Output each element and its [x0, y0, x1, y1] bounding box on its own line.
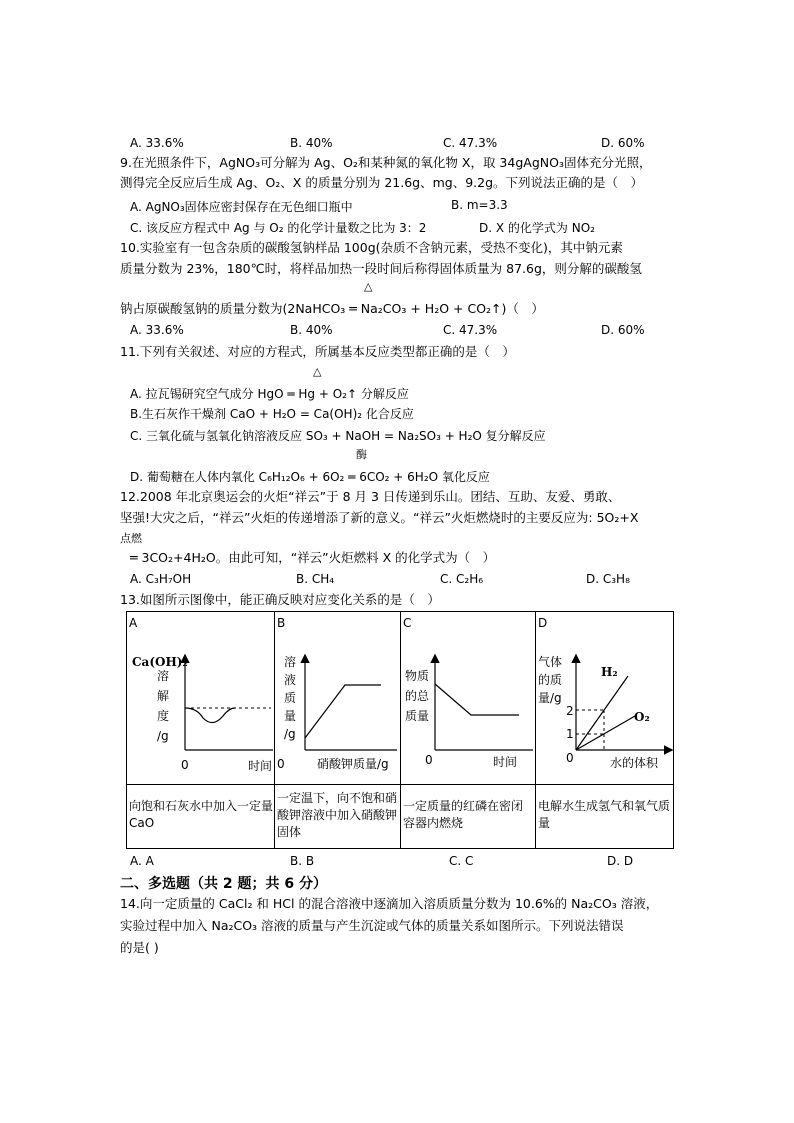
graph-c-origin: 0 [425, 753, 433, 767]
graph-d-o2-label: O₂ [634, 710, 650, 724]
graph-d-ylabel-3: 量/g [538, 691, 562, 705]
q11-option-c: C. 三氧化硫与氢氧化钠溶液反应 SO₃ + NaOH = Na₂SO₃ + H₂O 复分解反应 [130, 429, 546, 443]
q12-option-a: A. C₃H₇OH [130, 572, 192, 586]
graph-a-ylabel-2: 解 [157, 689, 170, 703]
q12-stem-line1: 12.2008 年北京奥运会的火炬“祥云”于 8 月 3 日传递到乐山。团结、互助、友爱、勇敢、 [120, 489, 621, 504]
table-divider [127, 784, 673, 785]
q8-option-d: D. 60% [601, 136, 645, 150]
graph-b-ylabel-4: 量 [284, 709, 297, 723]
heat-symbol: △ [364, 280, 373, 293]
graph-b-ylabel-5: /g [284, 727, 296, 741]
q12-option-d: D. C₃H₈ [586, 572, 630, 586]
graph-d-h2-label: H₂ [601, 665, 618, 679]
graph-c-ylabel-3: 质量 [405, 709, 430, 723]
graph-b-xlabel: 硝酸钾质量/g [317, 757, 389, 771]
q8-option-a: A. 33.6% [130, 136, 184, 150]
q13-option-d: D. D [607, 854, 634, 868]
col-header-d: D [538, 616, 548, 630]
q10-option-d: D. 60% [601, 323, 645, 337]
heat-symbol: △ [313, 365, 322, 378]
graph-d-o2-line [576, 716, 635, 750]
q10-stem-line3: 钠占原碳酸氢钠的质量分数为(2NaHCO₃ ═ Na₂CO₃ + H₂O + CO₂↑)（ ） [120, 301, 544, 316]
q12-stem-line2: 坚强!大灾之后，“祥云”火炬的传递增添了新的意义。“祥云”火炬燃烧时的主要反应为: 5O₂+X [120, 510, 639, 525]
graph-b-ylabel-3: 质 [284, 691, 297, 705]
q12-option-c: C. C₂H₆ [440, 572, 484, 586]
q13-option-b: B. B [290, 854, 315, 868]
q12-stem-line3: ═ 3CO₂+4H₂O。由此可知，“祥云”火炬燃料 X 的化学式为（ ） [130, 550, 496, 565]
q11-option-a: A. 拉瓦锡研究空气成分 HgO ═ Hg + O₂↑ 分解反应 [130, 387, 409, 401]
graph-a-ylabel-top: Ca(OH)₂ [132, 655, 188, 669]
graph-d-ylabel-1: 气体 [538, 655, 563, 669]
q13-figure-table [126, 611, 674, 849]
q10-option-c: C. 47.3% [443, 323, 498, 337]
q10-option-b: B. 40% [290, 323, 333, 337]
q10-stem-line2: 质量分数为 23%，180℃时，将样品加热一段时间后称得固体质量为 87.6g，则分解的碳酸氢 [120, 261, 642, 276]
graph-c-line [435, 684, 519, 715]
q13-option-c: C. C [449, 854, 474, 868]
graph-a-ylabel-3: 度 [157, 709, 170, 723]
q12-option-b: B. CH₄ [296, 572, 335, 586]
graph-a-ylabel-1: 溶 [157, 669, 170, 683]
col-header-b: B [277, 616, 286, 630]
q9-option-c: C. 该反应方程式中 Ag 与 O₂ 的化学计量数之比为 3：2 [130, 221, 427, 235]
caption-a: 向饱和石灰水中加入一定量 CaO [129, 799, 274, 830]
q8-option-c: C. 47.3% [443, 136, 498, 150]
caption-b: 一定温下，向不饱和硝酸钾溶液中加入硝酸钾固体 [277, 791, 398, 839]
q14-stem-line1: 14.向一定质量的 CaCl₂ 和 HCl 的混合溶液中逐滴加入溶质质量分数为 10.6%的 Na₂CO₃ 溶液， [120, 896, 659, 911]
caption-d: 电解水生成氢气和氧气质量 [538, 799, 671, 830]
enzyme-condition: 酶 [356, 448, 367, 461]
q14-stem-line3: 的是( ) [120, 940, 159, 955]
q11-option-d: D. 葡萄糖在人体内氧化 C₆H₁₂O₆ + 6O₂ ═ 6CO₂ + 6H₂O 氧化反应 [130, 470, 490, 484]
graph-d-origin: 0 [566, 751, 574, 765]
col-header-a: A [129, 616, 138, 630]
graph-b-ylabel-1: 溶 [284, 655, 297, 669]
graph-d-tick-2: 2 [566, 704, 574, 718]
q8-option-b: B. 40% [290, 136, 333, 150]
q10-stem-line1: 10.实验室有一包含杂质的碳酸氢钠样品 100g(杂质不含钠元素，受热不变化)，其中钠元素 [120, 240, 623, 255]
graph-d-ylabel-2: 的质 [538, 673, 563, 687]
ignite-condition: 点燃 [120, 532, 142, 545]
q11-stem: 11.下列有关叙述、对应的方程式，所属基本反应类型都正确的是（ ） [120, 344, 515, 359]
q9-option-a: A. AgNO₃固体应密封保存在无色细口瓶中 [130, 200, 353, 214]
graph-d-xlabel: 水的体积 [610, 756, 659, 770]
graph-d-tick-1: 1 [566, 727, 574, 741]
graph-d-h2-line [576, 676, 628, 750]
col-header-c: C [403, 616, 412, 630]
q9-option-b: B. m=3.3 [451, 198, 508, 212]
q14-stem-line2: 实验过程中加入 Na₂CO₃ 溶液的质量与产生沉淀或气体的质量关系如图所示。下列说法错误 [120, 918, 624, 933]
section-heading: 二、多选题（共 2 题；共 6 分） [120, 876, 327, 892]
caption-c: 一定质量的红磷在密闭容器内燃烧 [403, 799, 524, 830]
graph-b-ylabel-2: 液 [284, 673, 297, 687]
q9-stem-line1: 9.在光照条件下，AgNO₃可分解为 Ag、O₂和某种氮的氧化物 X，取 34gAgNO₃固体充分光照， [120, 155, 652, 170]
graph-b-origin: 0 [277, 757, 285, 771]
graph-c-ylabel-1: 物质 [405, 669, 430, 683]
graph-a-curve [185, 708, 235, 723]
q13-stem: 13.如图所示图像中，能正确反映对应变化关系的是（ ） [120, 592, 440, 607]
graph-a-ylabel-4: /g [157, 729, 169, 743]
graph-c-ylabel-2: 的总 [405, 689, 430, 703]
q10-option-a: A. 33.6% [130, 323, 184, 337]
graph-b-line [305, 685, 381, 738]
q13-option-a: A. A [130, 854, 154, 868]
graph-c-xlabel: 时间 [493, 755, 518, 769]
q9-option-d: D. X 的化学式为 NO₂ [479, 221, 595, 235]
q11-option-b: B.生石灰作干燥剂 CaO + H₂O = Ca(OH)₂ 化合反应 [130, 407, 414, 421]
graph-a-origin: 0 [181, 758, 189, 772]
q9-stem-line2: 测得完全反应后生成 Ag、O₂、X 的质量分别为 21.6g、mg、9.2g。下列说法正确的是（ ） [120, 175, 644, 190]
graph-a-xlabel: 时间 [248, 759, 273, 773]
q13-graphs [127, 612, 673, 784]
